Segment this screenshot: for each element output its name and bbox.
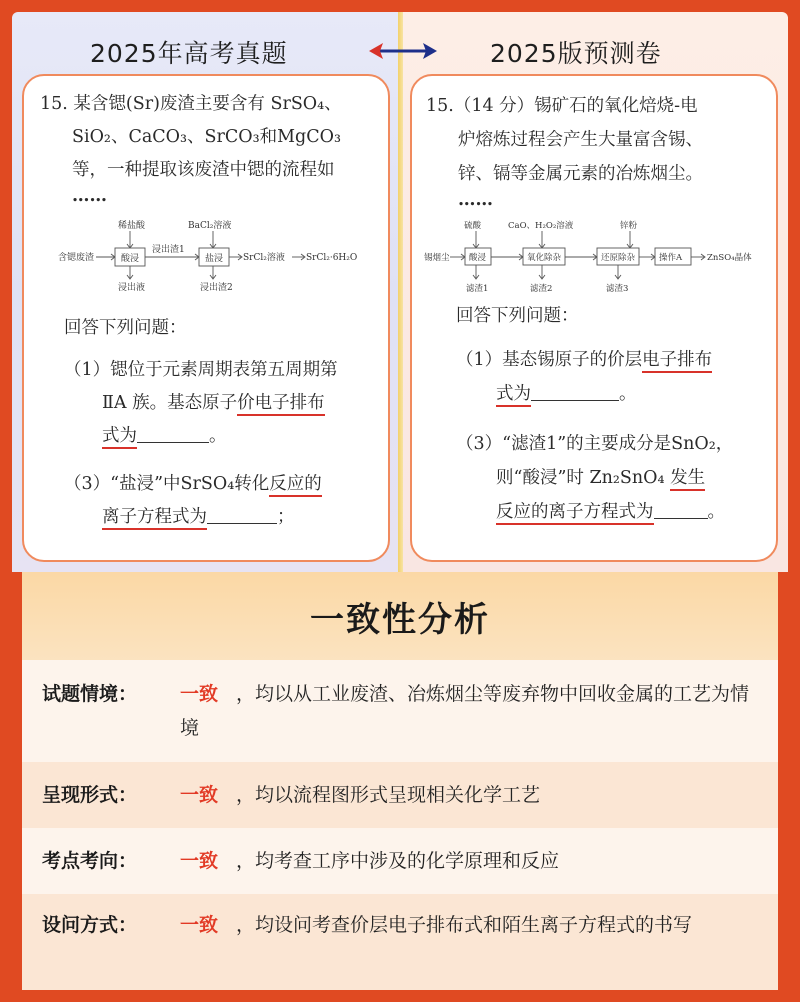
left-q-ellipsis: …… [72, 186, 107, 206]
right-q-line3: 锌、镉等金属元素的冶炼烟尘。 [458, 164, 703, 184]
left-flow-input: 含锶废渣 [58, 253, 95, 263]
right-flow-reagent1: 硫酸 [464, 221, 482, 231]
left-flow-waste2: 浸出渣2 [200, 283, 233, 293]
row-value: 一致 [180, 850, 219, 872]
right-flowchart [424, 218, 769, 296]
row-desc: ，均设问考查价层电子排布式和陌生离子方程式的书写 [236, 914, 693, 936]
left-q3-line1: （3）“盐浸”中SrSO₄转化反应的 [64, 474, 322, 494]
right-q-line2: 炉熔炼过程会产生大量富含锡、 [458, 130, 703, 150]
left-flowchart [58, 216, 378, 296]
panel-divider [398, 12, 403, 572]
right-flow-output: ZnSO₄晶体 [707, 253, 752, 263]
right-q-line1: 15.（14 分）锡矿石的氧化焙烧-电 [426, 96, 698, 116]
left-flow-step2: 盐浸 [205, 254, 224, 264]
analysis-title: 一致性分析 [22, 572, 778, 660]
analysis-row-format [22, 762, 778, 828]
left-flow-step1: 酸浸 [121, 254, 140, 264]
page-frame [12, 12, 788, 990]
right-q-ellipsis: …… [458, 190, 493, 210]
row-label: 试题情境： [42, 683, 138, 705]
right-q3-line2: 则“酸浸”时 Zn₂SnO₄ 发生 [496, 468, 706, 488]
left-flow-out2: SrCl₂·6H₂O [306, 253, 358, 263]
row-label: 呈现形式： [42, 784, 138, 806]
right-title: 2025版预测卷 [490, 39, 662, 68]
analysis-row-questioning [22, 894, 778, 990]
left-q1-line2: ⅡA 族。基态原子价电子排布 [102, 393, 325, 413]
answer-blank [531, 383, 619, 401]
row-label: 设问方式： [42, 914, 138, 936]
left-q-line3: 等，一种提取该废渣中锶的流程如 [72, 160, 335, 180]
right-flow-step1: 酸浸 [469, 253, 487, 263]
row-desc: ，均以从工业废渣、冶炼烟尘等废弃物中回收金属的工艺为情境 [180, 683, 750, 739]
left-q-line2: SiO₂、CaCO₃、SrCO₃和MgCO₃ [72, 127, 342, 147]
left-flow-reagent1: 稀盐酸 [118, 221, 146, 231]
right-q3-line3: 反应的离子方程式为 。 [496, 502, 725, 522]
right-flow-reagent3: 锌粉 [620, 221, 638, 231]
analysis-row-focus [22, 828, 778, 894]
left-q3-line2: 离子方程式为 ； [102, 507, 295, 527]
right-flow-waste1: 滤渣1 [466, 284, 489, 294]
analysis-row-context [22, 660, 778, 762]
right-q3-line1: （3）“滤渣1”的主要成分是SnO₂， [456, 434, 734, 454]
right-flow-step2: 氧化除杂 [527, 253, 562, 263]
row-desc: ，均考查工序中涉及的化学原理和反应 [236, 850, 560, 872]
row-value: 一致 [180, 683, 219, 705]
row-value: 一致 [180, 914, 219, 936]
left-q1-line3: 式为 。 [102, 426, 227, 446]
right-flow-waste3: 滤渣3 [606, 284, 629, 294]
right-flow-waste2: 滤渣2 [530, 284, 553, 294]
left-title: 2025年高考真题 [90, 39, 288, 68]
right-flow-reagent2: CaO、H₂O₂溶液 [508, 221, 574, 231]
right-answer-intro: 回答下列问题： [456, 306, 579, 326]
right-q1-line1: （1）基态锡原子的价层电子排布 [456, 350, 713, 370]
left-flow-reagent2: BaCl₂溶液 [188, 221, 232, 231]
answer-blank [654, 501, 708, 519]
answer-blank [207, 506, 277, 524]
left-flow-mid: 浸出渣1 [152, 245, 185, 255]
left-q-line1: 15. 某含锶(Sr)废渣主要含有 SrSO₄、 [40, 94, 342, 114]
right-q1-line2: 式为 。 [496, 384, 637, 404]
left-flow-out1: SrCl₂溶液 [243, 253, 285, 263]
answer-blank [137, 425, 209, 443]
left-answer-intro: 回答下列问题： [64, 318, 187, 338]
row-label: 考点考向： [42, 850, 138, 872]
right-flow-step4: 操作A [659, 253, 683, 263]
row-value: 一致 [180, 784, 219, 806]
double-arrow-icon [367, 40, 439, 62]
row-desc: ，均以流程图形式呈现相关化学工艺 [236, 784, 541, 806]
right-question-card [410, 74, 778, 562]
left-question-card [22, 74, 390, 562]
right-flow-step3: 还原除杂 [601, 253, 636, 263]
left-flow-waste1: 浸出液 [118, 283, 146, 293]
left-q1-line1: （1）锶位于元素周期表第五周期第 [64, 360, 338, 380]
right-flow-input: 锡烟尘 [424, 253, 450, 263]
